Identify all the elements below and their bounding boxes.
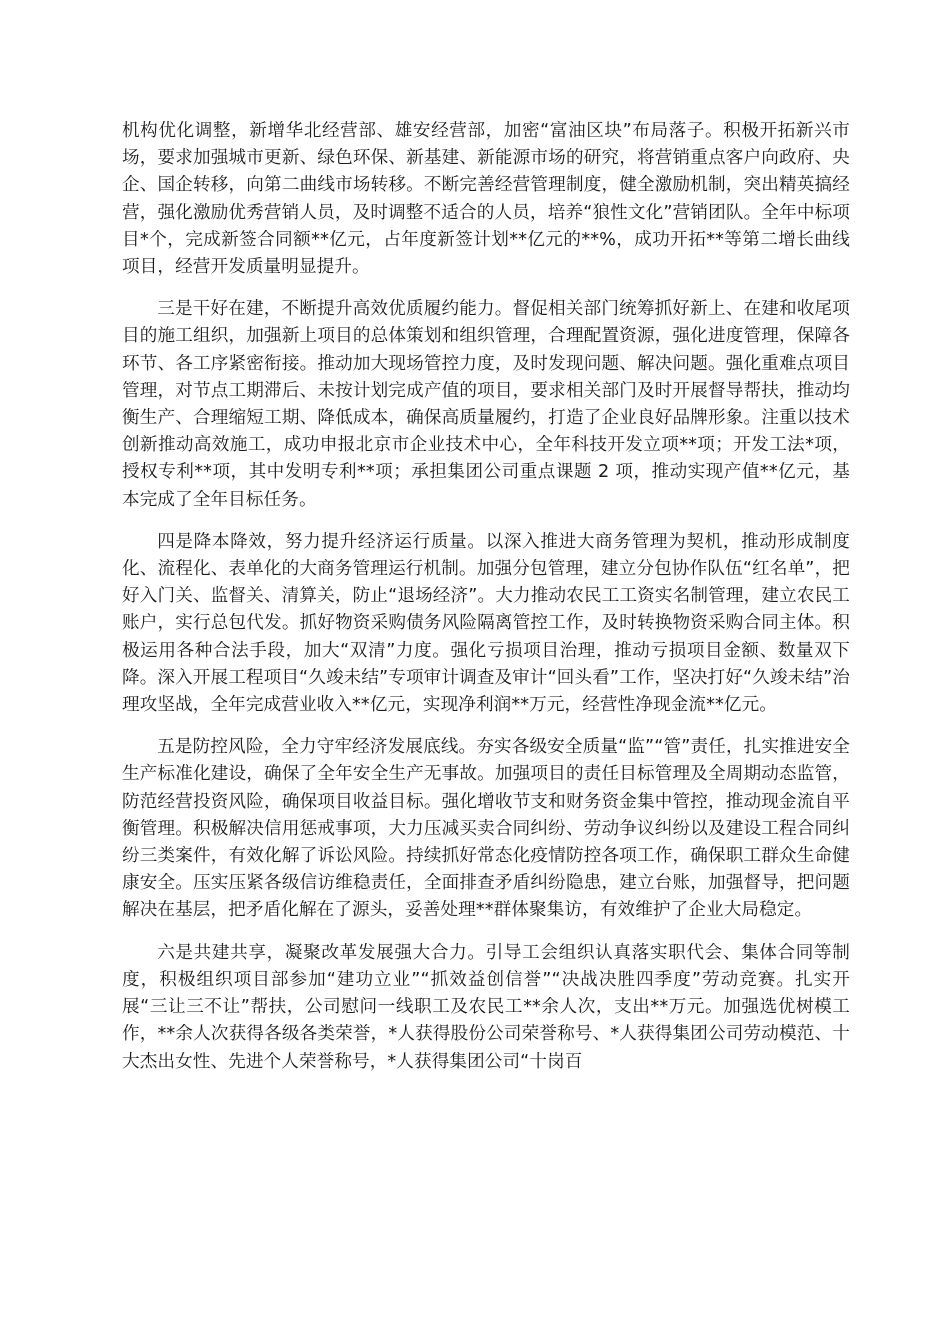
paragraph-four: 四是降本降效，努力提升经济运行质量。以深入推进大商务管理为契机，推动形成制度化、流程化、表单化的大商务管理运行机制。加强分包管理，建立分包协作队伍“红名单”，把好入门关、监督关、清算关，防止“退场经济”。大力推动农民工工资实名制管理，建立农民工账户，实行总包代发。抓好物资采购债务风险隔离管控工作，及时转换物资采购合同主体。积极运用各种合法手段，加大“双清”力度。强化亏损项目治理，推动亏损项目金额、数量双下降。深入开展工程项目“久竣未结”专项审计调查及审计“回头看”工作，坚决打好“久竣未结”治理攻坚战，全年完成营业收入**亿元，实现净利润**万元，经营性净现金流**亿元。 xyxy=(122,531,850,716)
paragraph-continuation: 机构优化调整，新增华北经营部、雄安经营部，加密“富油区块”布局落子。积极开拓新兴市场，要求加强城市更新、绿色环保、新基建、新能源市场的研究，将营销重点客户向政府、央企、国企转移，向第二曲线市场转移。不断完善经营管理制度，健全激励机制，突出精英搞经营，强化激励优秀营销人员，及时调整不适合的人员，培养“狼性文化”营销团队。全年中标项目*个，完成新签合同额**亿元，占年度新签计划**亿元的**%，成功开拓**等第二增长曲线项目，经营开发质量明显提升。 xyxy=(122,121,850,278)
paragraph-five: 五是防控风险，全力守牢经济发展底线。夯实各级安全质量“监”“管”责任，扎实推进安全生产标准化建设，确保了全年安全生产无事故。加强项目的责任目标管理及全周期动态监管，防范经营投资风险，确保项目收益目标。强化增收节支和财务资金集中管控，推动现金流自平衡管理。积极解决信用惩戒事项，大力压减买卖合同纠纷、劳动争议纠纷以及建设工程合同纠纷三类案件，有效化解了诉讼风险。持续抓好常态化疫情防控各项工作，确保职工群众生命健康安全。压实压紧各级信访维稳责任，全面排查矛盾纠纷隐患，建立台账，加强督导，把问题解决在基层，把矛盾化解在了源头，妥善处理**群体聚集访，有效维护了企业大局稳定。 xyxy=(122,737,850,921)
document-page xyxy=(122,118,850,1076)
paragraph-six: 六是共建共享，凝聚改革发展强大合力。引导工会组织认真落实职代会、集体合同等制度，积极组织项目部参加“建功立业”“抓效益创信誉”“决战决胜四季度”劳动竞赛。扎实开展“三让三不让”帮扶，公司慰问一线职工及农民工**余人次，支出**万元。加强选优树模工作，**余人次获得各级各类荣誉，*人获得股份公司荣誉称号、*人获得集团公司劳动模范、十大杰出女性、先进个人荣誉称号，*人获得集团公司“十岗百 xyxy=(122,942,850,1072)
paragraph-three: 三是干好在建，不断提升高效优质履约能力。督促相关部门统筹抓好新上、在建和收尾项目的施工组织，加强新上项目的总体策划和组织管理，合理配置资源，强化进度管理，保障各环节、各工序紧密衔接。推动加大现场管控力度，及时发现问题、解决问题。强化重难点项目管理，对节点工期滞后、未按计划完成产值的项目，要求相关部门及时开展督导帮扶，推动均衡生产、合理缩短工期、降低成本，确保高质量履约，打造了企业良好品牌形象。注重以技术创新推动高效施工，成功申报北京市企业技术中心，全年科技开发立项**项；开发工法*项，授权专利**项，其中发明专利**项；承担集团公司重点课题 2 项，推动实现产值**亿元，基本完成了全年目标任务。 xyxy=(122,299,850,510)
